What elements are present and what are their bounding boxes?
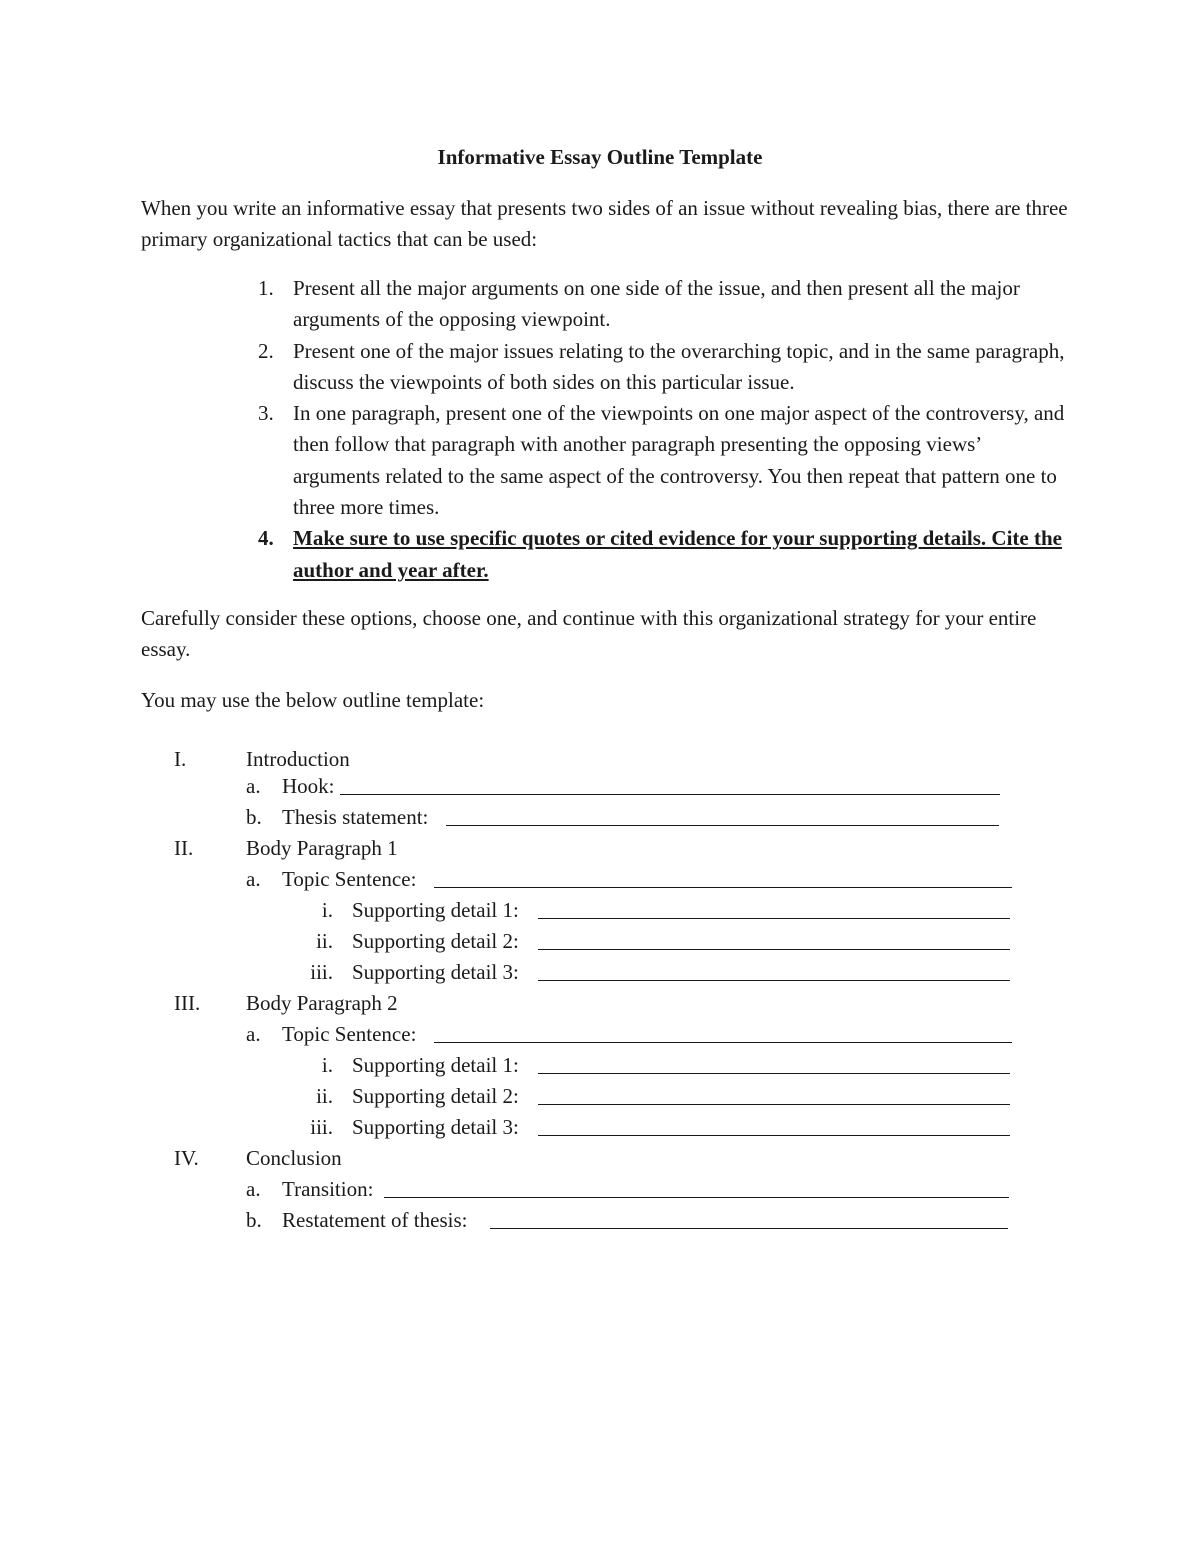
- item-label: Supporting detail 3:: [352, 1115, 519, 1139]
- tactics-list: [258, 273, 1068, 586]
- section-title: Conclusion: [246, 1146, 342, 1170]
- item-letter: a.: [246, 867, 261, 891]
- intro-paragraph: When you write an informative essay that presents two sides of an issue without revealing bias, there are three primary organizational tactics that can be used:: [141, 196, 1068, 251]
- item-letter: a.: [246, 774, 261, 798]
- options-paragraph: Carefully consider these options, choose one, and continue with this organizational strategy for your entire essay.: [141, 606, 1037, 661]
- fill-in-blank[interactable]: [538, 1073, 1010, 1074]
- item-label: Topic Sentence:: [282, 1022, 417, 1046]
- section-numeral: III.: [174, 991, 201, 1015]
- fill-in-blank[interactable]: [384, 1197, 1009, 1198]
- item-label: Supporting detail 1:: [352, 1053, 519, 1077]
- list-number: 1.: [258, 276, 274, 300]
- list-text: Present all the major arguments on one side of the issue, and then present all the major arguments of the opposing viewpoint.: [293, 276, 1020, 332]
- fill-in-blank[interactable]: [538, 1135, 1010, 1136]
- document-title: Informative Essay Outline Template: [437, 145, 763, 169]
- section-numeral: II.: [174, 836, 194, 860]
- item-letter: b.: [246, 1208, 262, 1232]
- item-label: Topic Sentence:: [282, 867, 417, 891]
- list-text: Make sure to use specific quotes or cited evidence for your supporting details. Cite the author and year after.: [293, 526, 1062, 582]
- fill-in-blank[interactable]: [490, 1228, 1008, 1229]
- item-label: Transition:: [282, 1177, 374, 1201]
- section-title: Body Paragraph 2: [246, 991, 398, 1015]
- item-numeral: ii.: [316, 1084, 333, 1108]
- item-numeral: iii.: [310, 1115, 333, 1139]
- item-letter: b.: [246, 805, 262, 829]
- fill-in-blank[interactable]: [340, 794, 1000, 795]
- item-numeral: ii.: [316, 929, 333, 953]
- list-text: Present one of the major issues relating to the overarching topic, and in the same paragraph, discuss the viewpoints of both sides on this particular issue.: [293, 338, 1065, 394]
- item-numeral: i.: [321, 1053, 333, 1077]
- item-label: Supporting detail 2:: [352, 929, 519, 953]
- list-item: [258, 336, 1068, 399]
- list-text: In one paragraph, present one of the viewpoints on one major aspect of the controversy, and then follow that paragraph with another paragraph presenting the opposing views’ arguments related to the same aspect of the controversy. You then repeat that pattern one to three more times.: [293, 401, 1065, 520]
- item-label: Restatement of thesis:: [282, 1208, 468, 1232]
- item-label: Thesis statement:: [282, 805, 429, 829]
- section-numeral: I.: [174, 747, 187, 771]
- item-label: Supporting detail 2:: [352, 1084, 519, 1108]
- fill-in-blank[interactable]: [538, 980, 1010, 981]
- list-number: 3.: [258, 401, 274, 426]
- item-label: Supporting detail 1:: [352, 898, 519, 922]
- item-label: Supporting detail 3:: [352, 960, 519, 984]
- section-title: Body Paragraph 1: [246, 836, 398, 860]
- item-letter: a.: [246, 1022, 261, 1046]
- list-number: 4.: [258, 526, 274, 551]
- item-label: Hook:: [282, 774, 335, 798]
- item-letter: a.: [246, 1177, 261, 1201]
- list-item: [258, 398, 1068, 523]
- list-item: [258, 523, 1068, 586]
- section-numeral: IV.: [174, 1146, 199, 1170]
- fill-in-blank[interactable]: [538, 918, 1010, 919]
- fill-in-blank[interactable]: [434, 1042, 1012, 1043]
- list-item: [258, 273, 1068, 336]
- fill-in-blank[interactable]: [538, 1104, 1010, 1105]
- template-intro-paragraph: You may use the below outline template:: [141, 688, 485, 712]
- section-title: Introduction: [246, 747, 350, 771]
- fill-in-blank[interactable]: [446, 825, 999, 826]
- item-numeral: i.: [321, 898, 333, 922]
- item-numeral: iii.: [310, 960, 333, 984]
- fill-in-blank[interactable]: [434, 887, 1012, 888]
- list-number: 2.: [258, 338, 274, 363]
- fill-in-blank[interactable]: [538, 949, 1010, 950]
